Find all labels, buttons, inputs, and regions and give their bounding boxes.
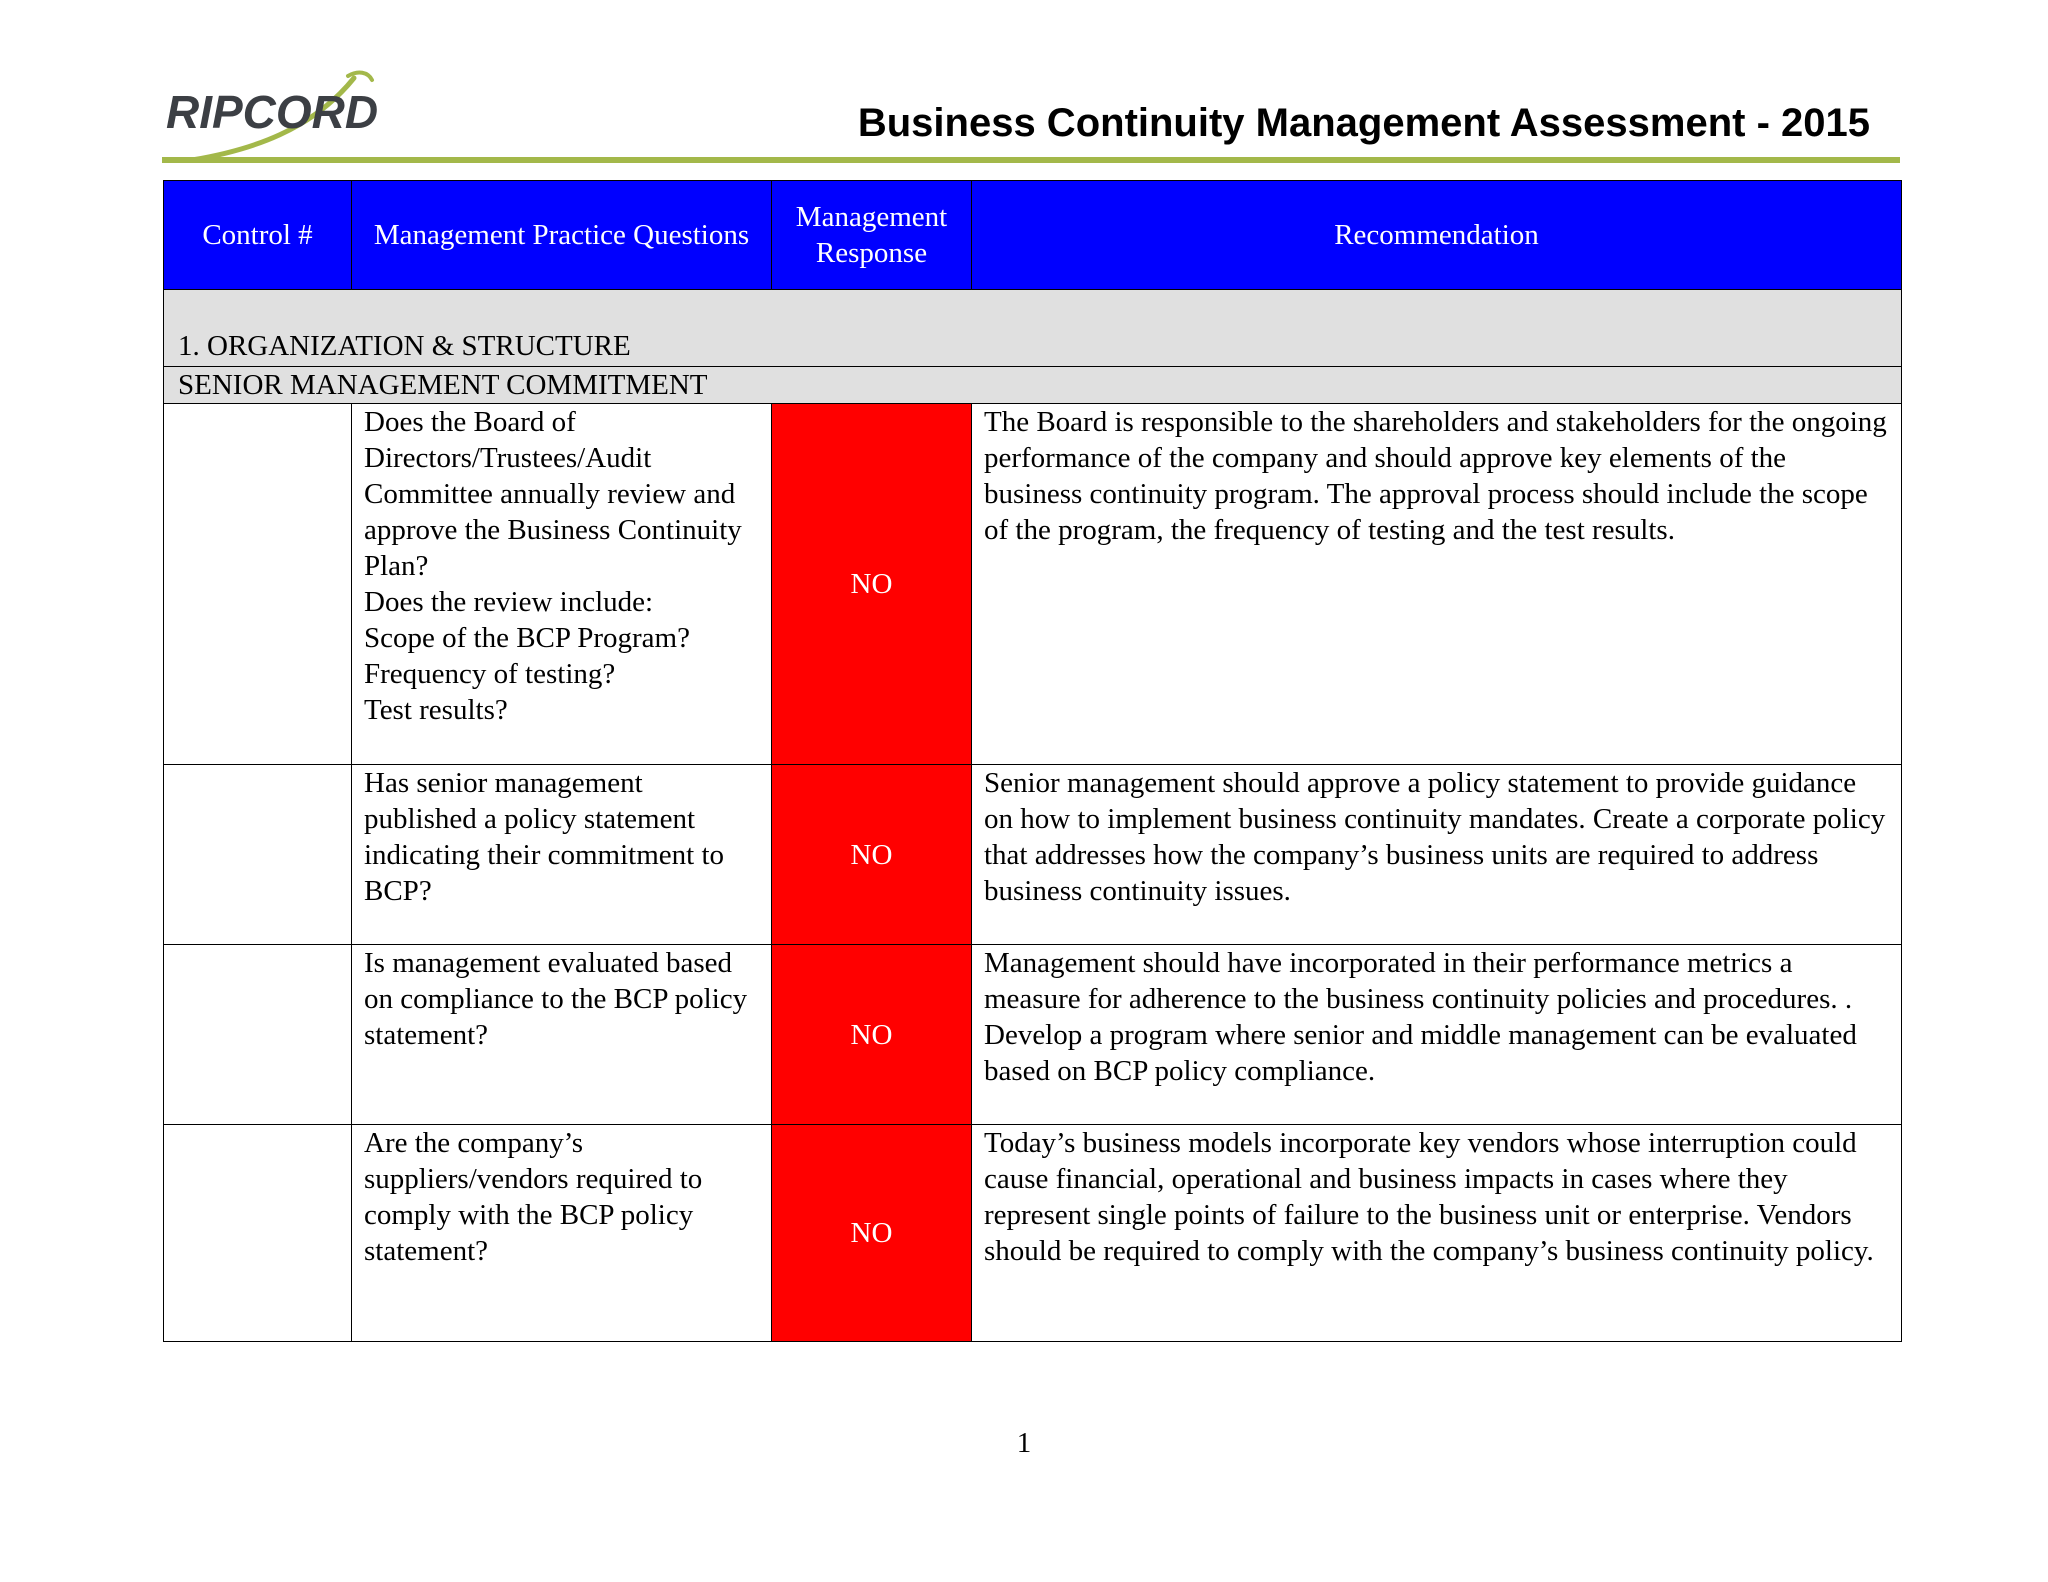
column-header-questions: Management Practice Questions [352, 181, 772, 290]
page-header [162, 68, 1900, 168]
table-header-row [164, 181, 1902, 290]
response-cell: NO [772, 765, 972, 945]
table-row [164, 404, 1902, 765]
question-cell [352, 945, 772, 1125]
recommendation-cell [972, 945, 1902, 1125]
table-row [164, 945, 1902, 1125]
ripcord-logo-graphic [162, 68, 402, 164]
subsection-row [164, 367, 1902, 404]
section-row [164, 290, 1902, 367]
logo-wordmark: RIPCORD [166, 86, 379, 138]
subsection-title: SENIOR MANAGEMENT COMMITMENT [164, 367, 1902, 404]
question-text: Has senior management published a policy statement indicating their commitment to BCP? [364, 767, 725, 907]
column-header-response: Management Response [772, 181, 972, 290]
control-cell [164, 945, 352, 1125]
recommendation-text: Management should have incorporated in their performance metrics a measure for adherence to the business continuity policies and procedures. . Develop a program where senior and middle management can be evaluated based on BCP policy compliance. [984, 947, 1857, 1087]
header-rule [162, 157, 1900, 163]
control-cell [164, 1125, 352, 1342]
question-text: Is management evaluated based on compliance to the BCP policy statement? [364, 947, 748, 1051]
recommendation-text: Senior management should approve a policy statement to provide guidance on how to implement business continuity mandates. Create a corporate policy that addresses how the company’s business units are required to address business continuity issues. [984, 767, 1886, 907]
recommendation-cell [972, 765, 1902, 945]
column-header-control: Control # [164, 181, 352, 290]
question-text: Does the Board of Directors/Trustees/Audit Committee annually review and approve the Business Continuity Plan? Does the review include: Scope of the BCP Program? Frequency of testing? Test results? [364, 406, 742, 726]
response-cell: NO [772, 1125, 972, 1342]
question-text: Are the company’s suppliers/vendors required to comply with the BCP policy statement? [364, 1127, 703, 1267]
section-title: 1. ORGANIZATION & STRUCTURE [164, 290, 1902, 367]
table-row [164, 1125, 1902, 1342]
question-cell [352, 765, 772, 945]
table-row [164, 765, 1902, 945]
recommendation-cell [972, 404, 1902, 765]
ripcord-logo [162, 68, 402, 164]
recommendation-text: Today’s business models incorporate key vendors whose interruption could cause financial, operational and business impacts in cases where they represent single points of failure to the business unit or enterprise. Vendors should be required to comply with the company’s business continuity policy. [984, 1127, 1874, 1267]
column-header-recommendation: Recommendation [972, 181, 1902, 290]
response-cell: NO [772, 404, 972, 765]
recommendation-text: The Board is responsible to the shareholders and stakeholders for the ongoing performance of the company and should approve key elements of the business continuity program. The approval process should include the scope of the program, the frequency of testing and the test results. [984, 406, 1887, 546]
document-title: Business Continuity Management Assessment - 2015 [857, 101, 1870, 145]
question-cell [352, 1125, 772, 1342]
recommendation-cell [972, 1125, 1902, 1342]
response-cell: NO [772, 945, 972, 1125]
page-number: 1 [1016, 1427, 1032, 1459]
control-cell [164, 404, 352, 765]
question-cell [352, 404, 772, 765]
assessment-table [163, 180, 1902, 1342]
control-cell [164, 765, 352, 945]
